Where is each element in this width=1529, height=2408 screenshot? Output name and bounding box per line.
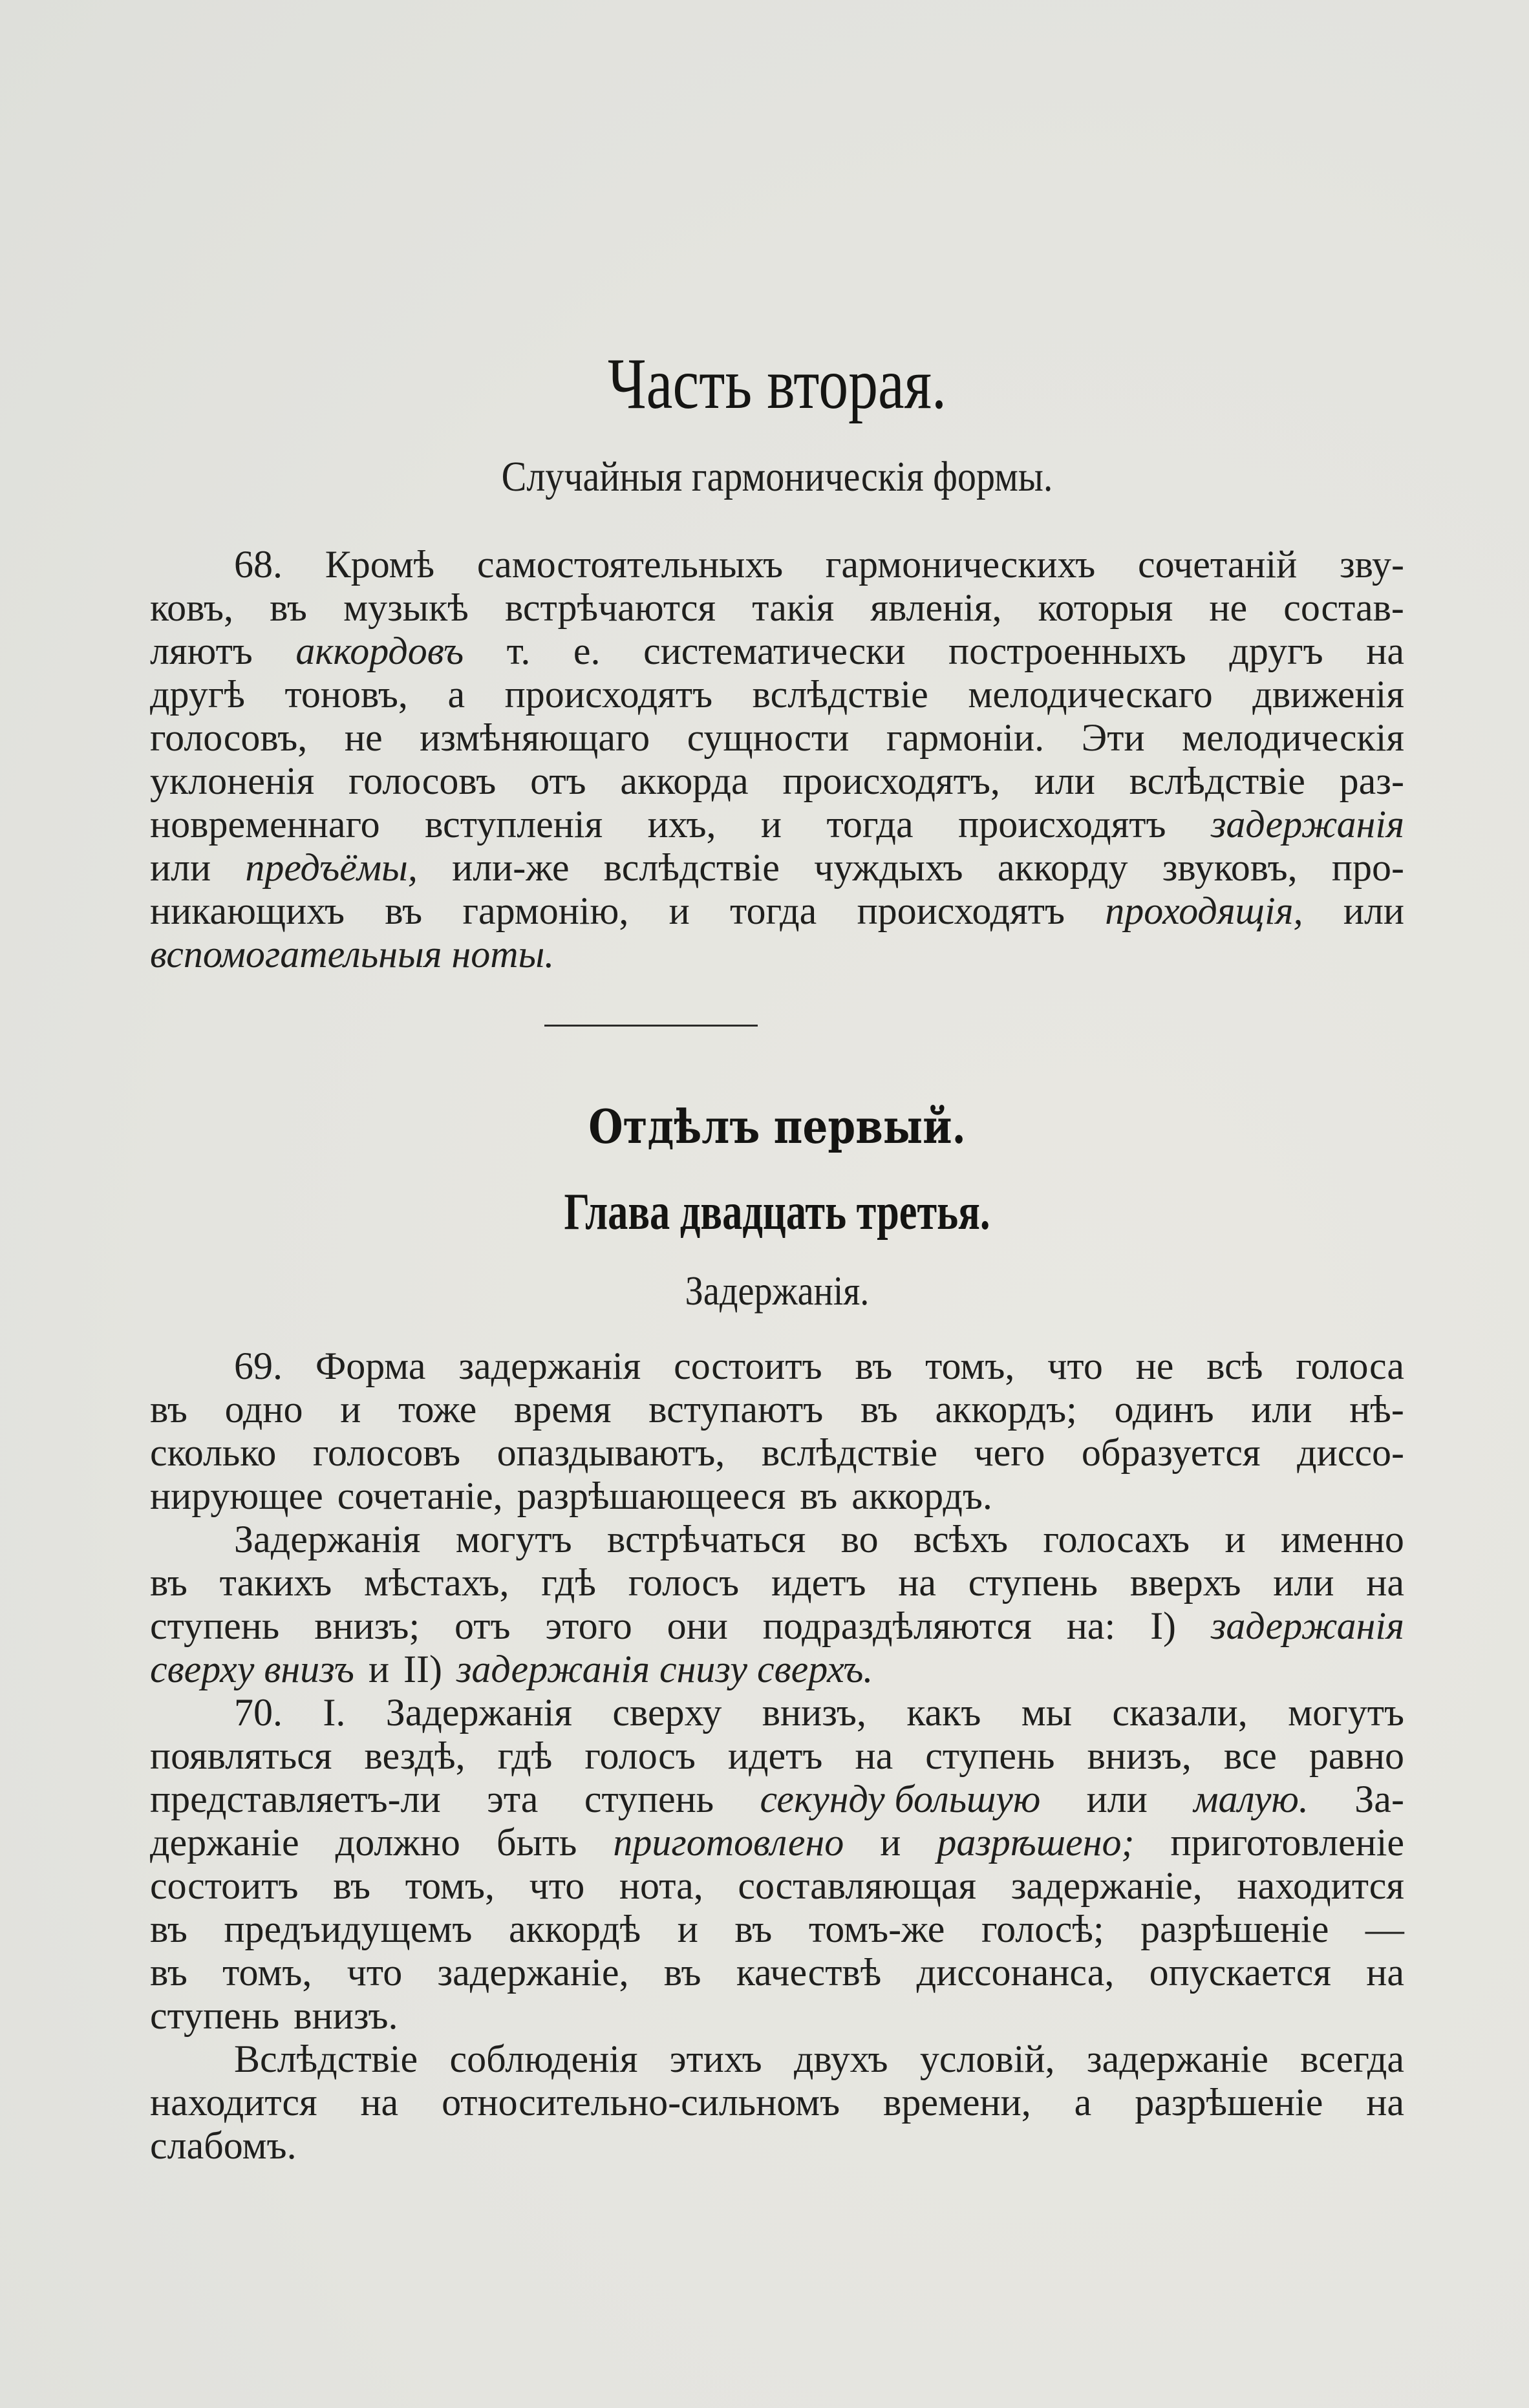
word: держаніе [150,1821,299,1864]
word: музыкѣ [343,586,469,629]
word: зву- [1339,543,1404,586]
italic-term: аккордовъ [295,630,464,672]
topic-title: Задержанія. [685,1268,870,1314]
word: диссо- [1297,1431,1404,1474]
word: построенныхъ [948,630,1186,672]
word: качествѣ [736,1951,882,1994]
word: что [529,1864,585,1907]
italic-term: задержанія [1210,803,1404,846]
text-line [150,1518,1404,1561]
word: I) [1150,1604,1177,1647]
text-line [150,1431,1404,1475]
word: задержанія [458,1345,641,1387]
part-title: Часть вторая. [607,344,947,424]
word: на [1366,630,1404,672]
word: находится [1237,1864,1404,1907]
word: II) [403,1648,442,1690]
word: мелодическаго [968,673,1213,716]
word: Задержанія [234,1518,421,1561]
word: отъ [530,760,586,802]
word: ступень [150,1604,280,1647]
word: разрѣшеніе [1135,2081,1323,2124]
word: вездѣ, [364,1734,465,1777]
word: на [1366,1561,1404,1604]
word: приготовленіе [1170,1821,1404,1864]
word: внизъ; [314,1604,420,1647]
word: всегда [1300,2038,1404,2080]
word: вслѣдствіе [1129,760,1305,802]
text-line [150,1821,1404,1864]
text-line [150,586,1404,630]
text-line [150,630,1404,673]
text-line [150,1475,1404,1518]
word: голосъ [584,1734,696,1777]
word: систематически [643,630,906,672]
word: измѣняющаго [420,716,650,759]
word: времени, [883,2081,1031,2124]
word: такихъ [219,1561,332,1604]
word: аккорда [620,760,749,802]
word: происходятъ, [782,760,1000,802]
word: тогда [826,803,914,846]
word: а [1074,2081,1092,2124]
word: во [840,1518,879,1561]
word: должно [335,1821,460,1864]
word: такія [752,586,835,629]
text-line [150,846,1404,890]
word: всѣ [1206,1345,1263,1387]
word: Форма [315,1345,426,1387]
word: на [898,1561,936,1604]
text-line [150,1734,1404,1778]
word: идетъ [727,1734,823,1777]
word: сколько [150,1431,277,1474]
chapter-title: Глава двадцать третья. [564,1184,990,1241]
word: въ [150,1951,187,1994]
word: Вслѣдствіе [234,2038,418,2080]
word: какъ [906,1691,981,1734]
word: сказали, [1112,1691,1248,1734]
word: чего [974,1431,1045,1474]
word: сочетаній [1137,543,1298,586]
word: явленія, [870,586,1002,629]
word: 70. [234,1691,283,1734]
word: ступень [150,1994,280,2037]
italic-term: сверху внизъ [150,1648,354,1690]
word: происходятъ [504,673,713,716]
word: ихъ, [647,803,716,846]
word: вступленія [425,803,603,846]
word: происходятъ [857,890,1065,932]
word: тогда [730,890,817,932]
text-line [150,2124,1404,2168]
word: движенія [1252,673,1404,716]
word: никающихъ [150,890,345,932]
word: голосъ [628,1561,740,1604]
section-title: Отдѣлъ первый. [588,1099,966,1154]
word: въ [663,1951,701,1994]
word: этого [545,1604,632,1647]
word: внизъ. [294,1994,398,2037]
word: аккорду [997,846,1128,889]
word: ковъ, [150,586,233,629]
text-line [150,673,1404,716]
word: про- [1331,846,1404,889]
word: и [880,1821,901,1864]
text-line [150,1648,1404,1691]
word: состав- [1283,586,1404,629]
word: другѣ [150,673,245,716]
word: задержаніе, [437,1951,629,1994]
word: гармоническихъ [825,543,1096,586]
word: они [667,1604,728,1647]
word: условій, [919,2038,1055,2080]
word: ляютъ [150,630,253,672]
word: или [1086,1778,1148,1820]
word: встрѣчаются [504,586,716,629]
word: задержаніе, [1010,1864,1203,1907]
word: вслѣдствіе [752,673,928,716]
text-line [150,890,1404,933]
word: именно [1281,1518,1404,1561]
word: образуется [1081,1431,1261,1474]
word: или-же [452,846,570,889]
text-line [150,543,1404,586]
word: звуковъ, [1162,846,1298,889]
word: 68. [234,543,283,586]
word: вслѣдствіе [603,846,780,889]
word: е. [573,630,601,672]
word: могутъ [1288,1691,1404,1734]
word: сочетаніе, [337,1475,503,1517]
word: гармоніи. [886,716,1045,759]
text-line [150,2081,1404,2124]
word: слабомъ. [150,2124,297,2167]
word: соблюденія [449,2038,638,2080]
text-line [150,1604,1404,1648]
word: 69. [234,1345,283,1387]
word: Задержанія [385,1691,573,1734]
word: мы [1021,1691,1073,1734]
word: въ [800,1475,838,1517]
word: на: [1066,1604,1116,1647]
word: одинъ [1114,1388,1214,1431]
word: сверху [612,1691,722,1734]
word: время [513,1388,612,1431]
word: не [1135,1345,1174,1387]
word: могутъ [455,1518,572,1561]
word: гармонію, [462,890,629,932]
word: разрѣшающееся [517,1475,786,1517]
word: и [1224,1518,1246,1561]
word: сущности [687,716,850,759]
word: опускается [1149,1951,1331,1994]
text-line [150,760,1404,803]
word: тоновъ, [284,673,408,716]
word: — [1365,1908,1404,1950]
word: вступаютъ [648,1388,824,1431]
word: нирующее [150,1475,323,1517]
word: въ [150,1388,187,1431]
word: Кромѣ [325,543,435,586]
text-line [150,1345,1404,1388]
word: подраздѣляются [762,1604,1032,1647]
italic-term: задержанія [1210,1604,1404,1647]
word: на [855,1734,893,1777]
word: аккордѣ [508,1908,641,1950]
word: аккордъ; [935,1388,1077,1431]
word: на [1366,1951,1404,1994]
word: нота, [619,1864,703,1907]
word: другъ [1229,630,1323,672]
word: и [760,803,782,846]
italic-term: разрѣшено; [937,1821,1135,1864]
word: голосовъ [348,760,497,802]
word: голоса [1296,1345,1404,1387]
text-line [150,1951,1404,1994]
part-subtitle: Случайныя гармоническія формы. [501,453,1053,500]
italic-term: малую. [1193,1778,1309,1820]
word: въ [150,1908,187,1950]
word: двухъ [793,2038,888,2080]
word: ступень [968,1561,1098,1604]
word: т. [506,630,531,672]
italic-term: вспомогательныя ноты. [150,933,555,975]
word: въ [734,1908,773,1950]
word: что [347,1951,403,1994]
word: новременнаго [150,803,380,846]
word: задержаніе [1086,2038,1268,2080]
word: вслѣдствіе [761,1431,937,1474]
word: относительно-сильномъ [442,2081,840,2124]
word: въ [855,1345,893,1387]
word: одно [224,1388,303,1431]
word: томъ, [222,1951,312,1994]
word: гдѣ [541,1561,597,1604]
word: составляющая [738,1864,977,1907]
word: и [368,1648,390,1690]
word: происходятъ [958,803,1166,846]
text-line [150,1864,1404,1908]
word: ступень [584,1778,714,1820]
word: которыя [1038,586,1173,629]
word: или [1273,1561,1334,1604]
word: и [340,1388,361,1431]
word: Эти [1081,716,1145,759]
word: отъ [454,1604,511,1647]
paragraph-68 [150,543,1404,976]
text-line [150,1388,1404,1431]
italic-term: приготовлено [613,1821,844,1864]
word: внизъ, [1087,1734,1192,1777]
word: находится [150,2081,317,2124]
word: представляетъ-ли [150,1778,441,1820]
word: не [344,716,383,759]
word: или [1251,1388,1312,1431]
section-divider [544,1025,758,1027]
word: а [447,673,465,716]
word: въ [385,890,423,932]
word: или [150,846,211,889]
word: встрѣчаться [607,1518,806,1561]
italic-term: проходящія, [1105,890,1303,932]
text-line [150,933,1404,976]
word: быть [496,1821,577,1864]
word: или [1034,760,1095,802]
word: диссонанса, [916,1951,1115,1994]
word: томъ, [405,1864,495,1907]
word: на [360,2081,399,2124]
word: голосахъ [1043,1518,1190,1561]
word: ступень [925,1734,1055,1777]
text-line [150,2038,1404,2081]
word: состоитъ [150,1864,299,1907]
word: внизъ, [762,1691,866,1734]
word: мелодическія [1182,716,1404,759]
word: аккордъ. [851,1475,992,1517]
word: томъ-же [808,1908,945,1950]
word: разрѣшеніе [1140,1908,1329,1950]
text-line [150,1561,1404,1604]
text-line [150,716,1404,760]
italic-term: секунду большую [760,1778,1041,1820]
word: въ [150,1561,187,1604]
paragraphs-69-70 [150,1345,1404,2168]
word: I. [323,1691,346,1734]
word: появляться [150,1734,332,1777]
word: опаздываютъ, [497,1431,725,1474]
word: въ [333,1864,371,1907]
word: предъидущемъ [224,1908,473,1950]
word: уклоненія [150,760,315,802]
word: не [1209,586,1248,629]
word: на [1366,2081,1404,2124]
text-line [150,1994,1404,2038]
italic-term: предъёмы, [245,846,418,889]
word: этихъ [669,2038,762,2080]
word: раз- [1339,760,1404,802]
word: чуждыхъ [814,846,963,889]
word: или [1343,890,1404,932]
word: тоже [398,1388,477,1431]
word: За- [1354,1778,1404,1820]
word: и [668,890,690,932]
word: голосовъ, [150,716,308,759]
word: въ [860,1388,898,1431]
text-line [150,1778,1404,1821]
word: равно [1309,1734,1404,1777]
word: всѣхъ [914,1518,1009,1561]
word: голосовъ [312,1431,461,1474]
word: гдѣ [497,1734,553,1777]
word: что [1047,1345,1103,1387]
word: голосѣ; [981,1908,1104,1950]
word: томъ, [925,1345,1015,1387]
word: въ [270,586,307,629]
italic-term: задержанія снизу сверхъ. [456,1648,873,1690]
word: нѣ- [1349,1388,1404,1431]
word: эта [487,1778,539,1820]
word: идетъ [771,1561,866,1604]
word: самостоятельныхъ [476,543,784,586]
word: и [677,1908,698,1950]
word: все [1223,1734,1277,1777]
word: состоитъ [674,1345,822,1387]
word: мѣстахъ, [364,1561,509,1604]
text-line [150,1691,1404,1734]
text-line [150,803,1404,846]
text-line [150,1908,1404,1951]
word: вверхъ [1129,1561,1241,1604]
